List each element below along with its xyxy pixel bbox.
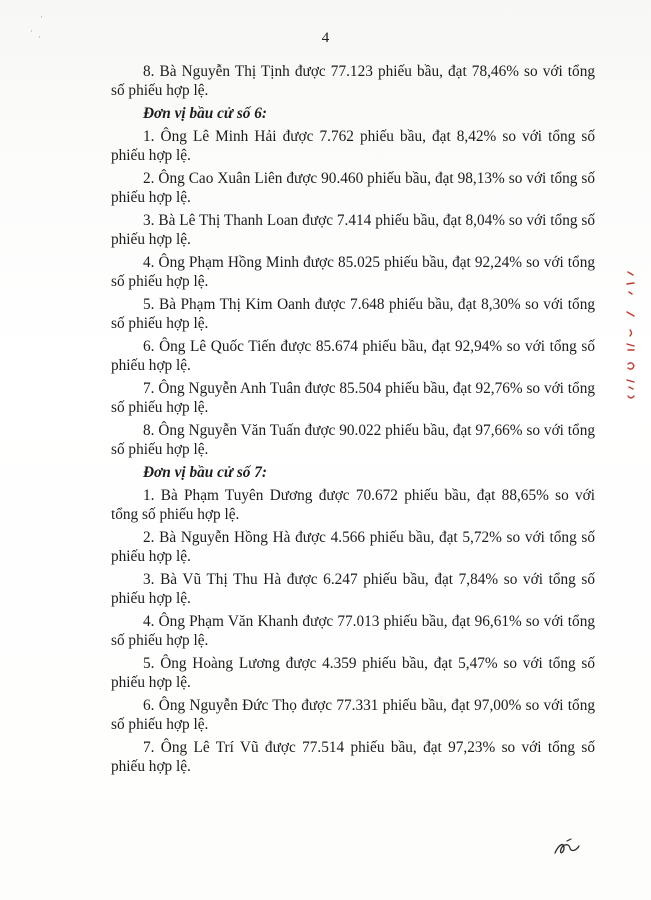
result-item: 4. Ông Phạm Văn Khanh được 77.013 phiếu bầu, đạt 96,61% so với tổng số phiếu hợp lệ.	[111, 613, 595, 649]
result-item: 3. Bà Vũ Thị Thu Hà được 6.247 phiếu bầu, đạt 7,84% so với tổng số phiếu hợp lệ.	[111, 571, 595, 607]
result-item: 3. Bà Lê Thị Thanh Loan được 7.414 phiếu bầu, đạt 8,04% so với tổng số phiếu hợp lệ.	[111, 212, 595, 248]
result-item: 4. Ông Phạm Hồng Minh được 85.025 phiếu bầu, đạt 92,24% so với tổng số phiếu hợp lệ.	[111, 254, 595, 290]
result-item: 7. Ông Lê Trí Vũ được 77.514 phiếu bầu, đạt 97,23% so với tổng số phiếu hợp lệ.	[111, 739, 595, 775]
margin-stamp-marks	[624, 268, 638, 408]
result-item: 5. Bà Phạm Thị Kim Oanh được 7.648 phiếu bầu, đạt 8,30% so với tổng số phiếu hợp lệ.	[111, 296, 595, 332]
result-item: 8. Ông Nguyễn Văn Tuấn được 90.022 phiếu bầu, đạt 97,66% so với tổng số phiếu hợp lệ.	[111, 422, 595, 458]
result-item: 8. Bà Nguyễn Thị Tịnh được 77.123 phiếu bầu, đạt 78,46% so với tổng số phiếu hợp lệ.	[111, 63, 595, 99]
result-item: 2. Bà Nguyễn Hồng Hà được 4.566 phiếu bầu, đạt 5,72% so với tổng số phiếu hợp lệ.	[111, 529, 595, 565]
section-heading: Đơn vị bầu cử số 6:	[143, 105, 268, 122]
section-heading: Đơn vị bầu cử số 7:	[143, 464, 268, 481]
document-body	[111, 62, 595, 780]
result-item: 1. Ông Lê Minh Hải được 7.762 phiếu bầu, đạt 8,42% so với tổng số phiếu hợp lệ.	[111, 128, 595, 164]
page-number: 4	[321, 30, 330, 46]
result-item: 6. Ông Lê Quốc Tiến được 85.674 phiếu bầu, đạt 92,94% so với tổng số phiếu hợp lệ.	[111, 338, 595, 374]
scan-dot: ·	[40, 12, 43, 22]
result-item: 2. Ông Cao Xuân Liên được 90.460 phiếu bầu, đạt 98,13% so với tổng số phiếu hợp lệ.	[111, 170, 595, 206]
result-item: 7. Ông Nguyễn Anh Tuân được 85.504 phiếu bầu, đạt 92,76% so với tổng số phiếu hợp lệ.	[111, 380, 595, 416]
result-item: 6. Ông Nguyễn Đức Thọ được 77.331 phiếu bầu, đạt 97,00% so với tổng số phiếu hợp lệ.	[111, 697, 595, 733]
signature-mark	[552, 836, 582, 858]
scan-dot: ·	[38, 32, 41, 42]
result-item: 1. Bà Phạm Tuyên Dương được 70.672 phiếu bầu, đạt 88,65% so với tổng số phiếu hợp lệ.	[111, 487, 595, 523]
result-item: 5. Ông Hoàng Lương được 4.359 phiếu bầu, đạt 5,47% so với tổng số phiếu hợp lệ.	[111, 655, 595, 691]
scan-dot: ·	[30, 26, 33, 36]
